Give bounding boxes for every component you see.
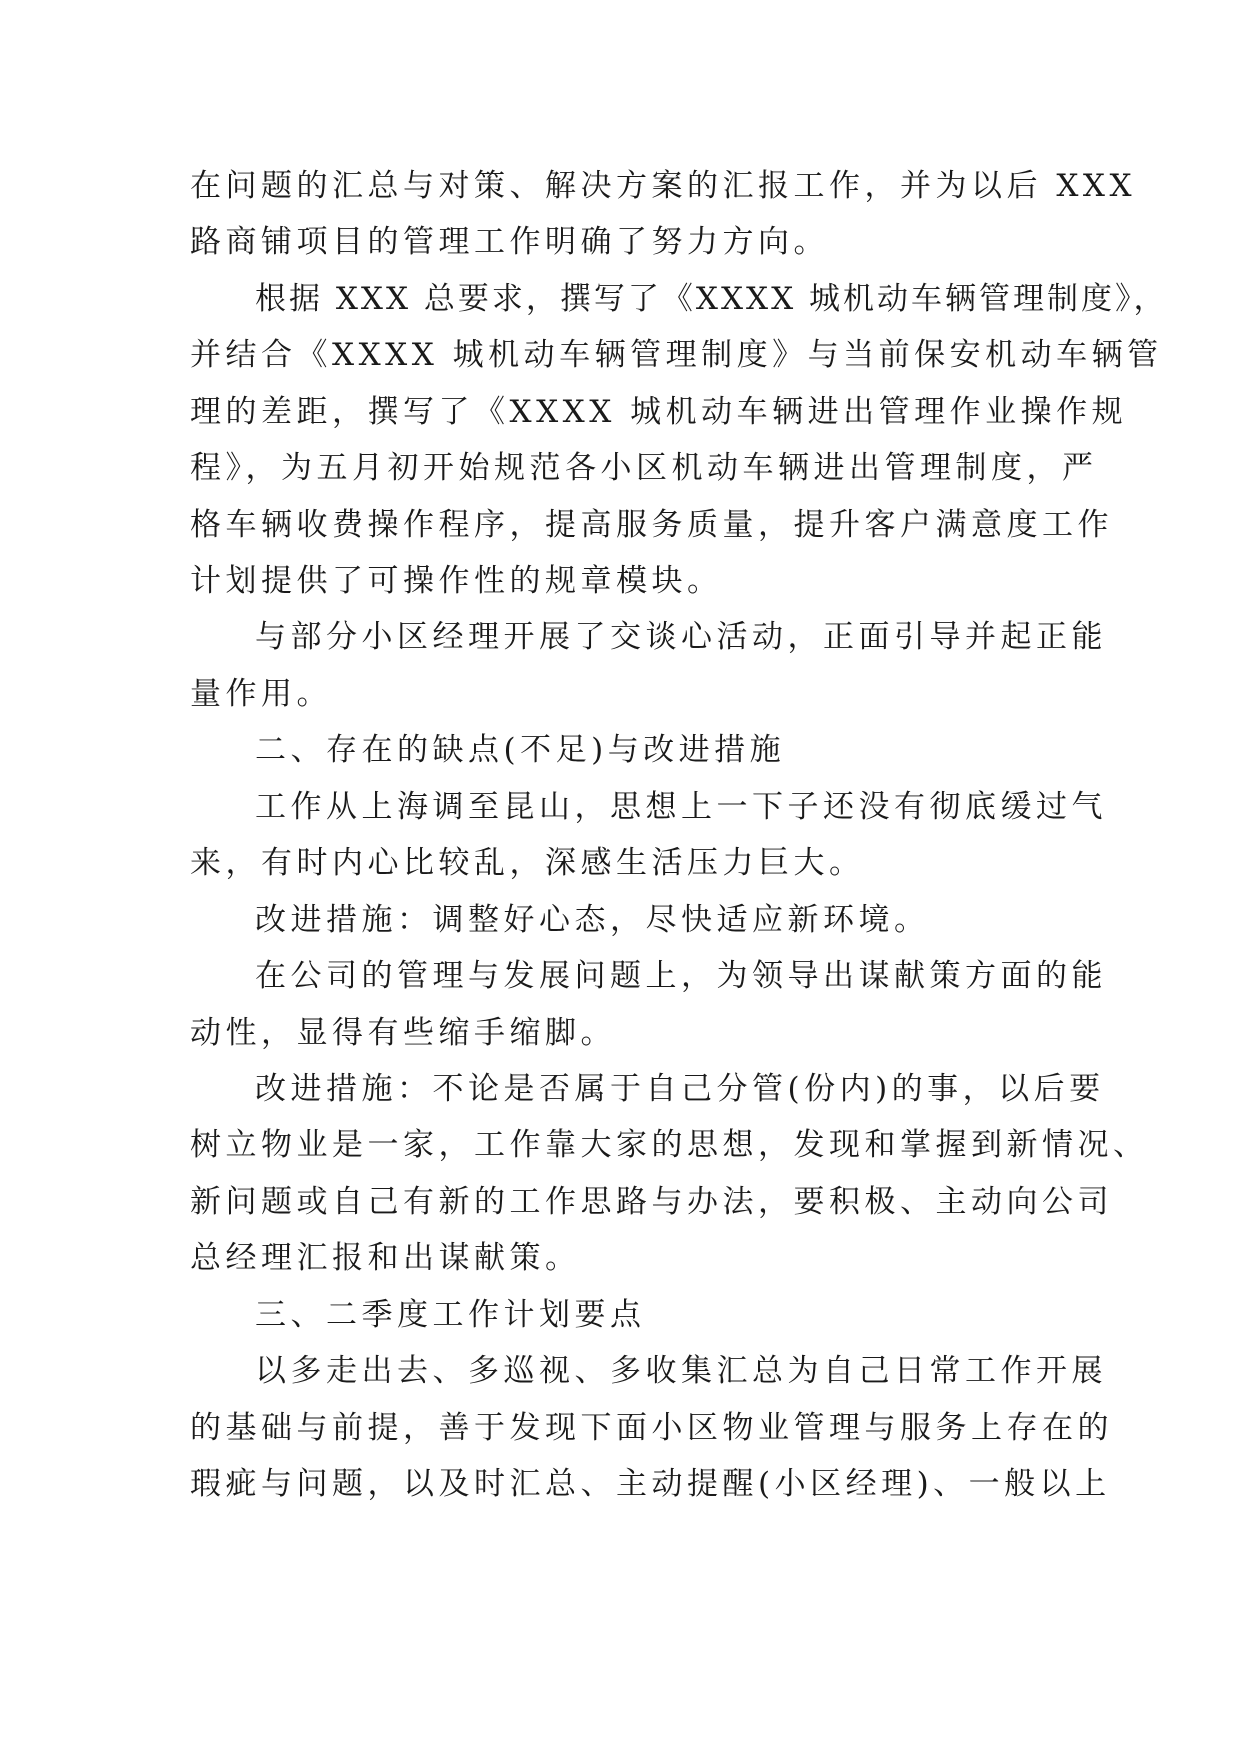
paragraph-first-line: 以多走出去、多巡视、多收集汇总为自己日常工作开展 xyxy=(255,1353,1107,1389)
text-line: 动性，显得有些缩手缩脚。 xyxy=(190,1015,616,1051)
text-line: 计划提供了可操作性的规章模块。 xyxy=(190,563,723,599)
paragraph-first-line: 在公司的管理与发展问题上，为领导出谋献策方面的能 xyxy=(255,958,1107,994)
text-line: 来，有时内心比较乱，深感生活压力巨大。 xyxy=(190,845,865,881)
paragraph-first-line: 工作从上海调至昆山，思想上一下子还没有彻底缓过气 xyxy=(255,789,1107,825)
section-heading: 三、二季度工作计划要点 xyxy=(255,1297,646,1333)
section-heading: 二、存在的缺点(不足)与改进措施 xyxy=(255,732,786,768)
paragraph-first-line: 改进措施：调整好心态，尽快适应新环境。 xyxy=(255,902,930,938)
text-line: 的基础与前提，善于发现下面小区物业管理与服务上存在的 xyxy=(190,1410,1113,1446)
paragraph-first-line: 与部分小区经理开展了交谈心活动，正面引导并起正能 xyxy=(255,619,1107,655)
paragraph-first-line: 改进措施：不论是否属于自己分管(份内)的事，以后要 xyxy=(255,1071,1105,1107)
text-line: 总经理汇报和出谋献策。 xyxy=(190,1240,581,1276)
text-line: 路商铺项目的管理工作明确了努力方向。 xyxy=(190,224,829,260)
text-line: 在问题的汇总与对策、解决方案的汇报工作，并为以后 XXX xyxy=(190,168,1137,204)
text-line: 量作用。 xyxy=(190,676,332,712)
text-line: 新问题或自己有新的工作思路与办法，要积极、主动向公司 xyxy=(190,1184,1113,1220)
paragraph-first-line: 根据 XXX 总要求，撰写了《XXXX 城机动车辆管理制度》， xyxy=(255,281,1168,317)
text-line: 理的差距，撰写了《XXXX 城机动车辆进出管理作业操作规 xyxy=(190,394,1128,430)
text-line: 瑕疵与问题，以及时汇总、主动提醒(小区经理)、一般以上 xyxy=(190,1466,1111,1502)
text-line: 程》，为五月初开始规范各小区机动车辆进出管理制度，严 xyxy=(190,450,1098,486)
text-line: 树立物业是一家，工作靠大家的思想，发现和掌握到新情况、 xyxy=(190,1127,1149,1163)
text-line: 并结合《XXXX 城机动车辆管理制度》与当前保安机动车辆管 xyxy=(190,337,1163,373)
text-line: 格车辆收费操作程序，提高服务质量，提升客户满意度工作 xyxy=(190,507,1113,543)
